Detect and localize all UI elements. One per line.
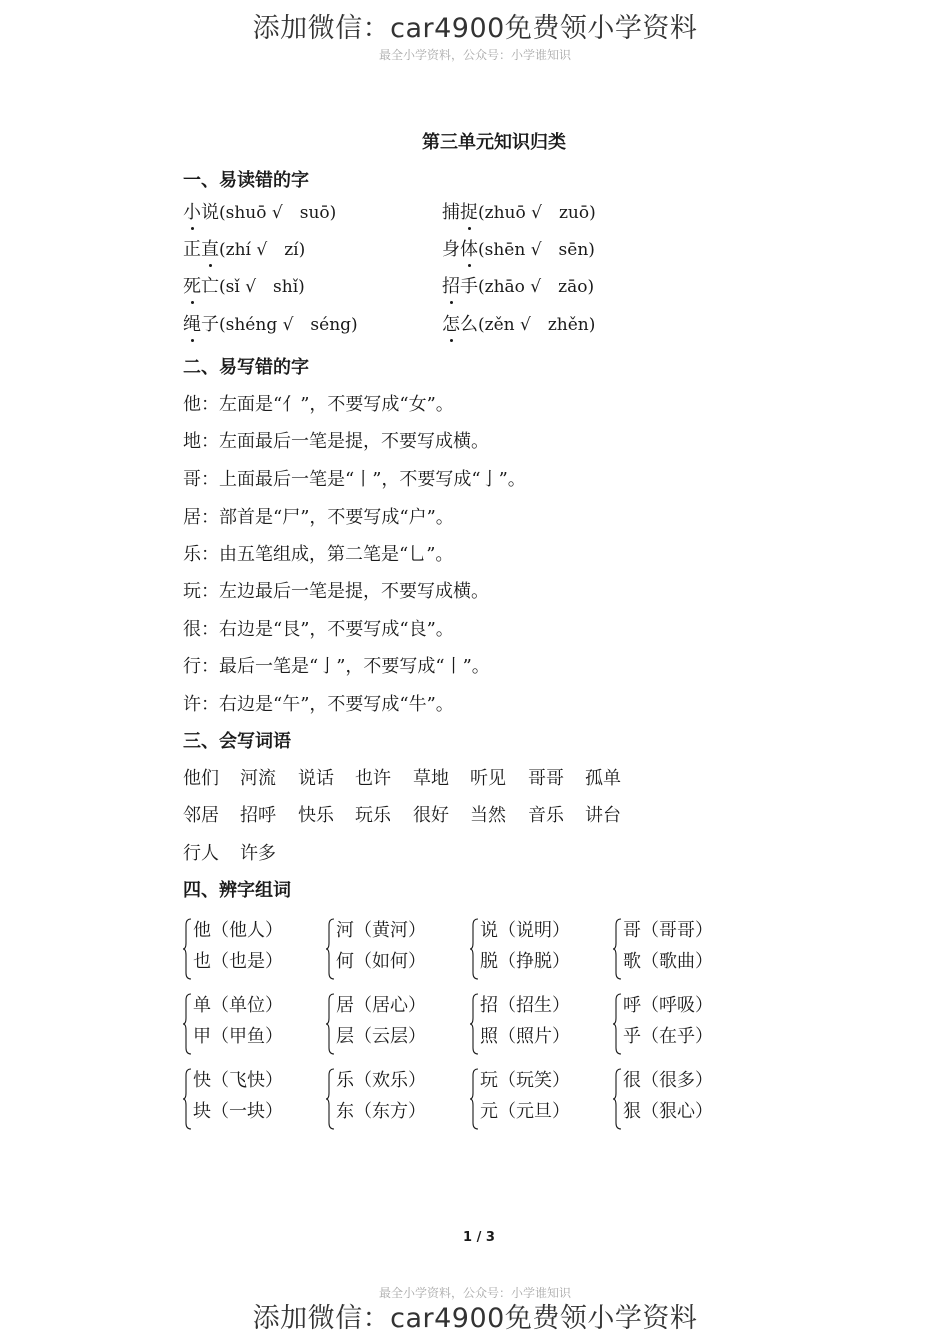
- top-faint-text: 最全小学资料，公众号：小学谁知识: [378, 48, 571, 62]
- writing-note: 乐：由五笔组成，第二笔是“乚”。: [183, 544, 454, 565]
- char-pair: [326, 1066, 466, 1132]
- section-heading-4: 四、辨字组词: [183, 880, 291, 901]
- vocab-word: 招呼: [240, 805, 276, 826]
- top-banner: 添加微信：car4900免费领小学资料: [252, 13, 698, 44]
- char-pair: [183, 1066, 323, 1132]
- vocab-word: 当然: [470, 805, 506, 826]
- brace-icon: [613, 918, 623, 980]
- pair-line-1: 单（单位）: [193, 995, 283, 1016]
- pair-line-2: 狠（狠心）: [623, 1101, 713, 1122]
- pair-line-1: 他（他人）: [193, 920, 283, 941]
- char-pair: [613, 1066, 753, 1132]
- brace-icon: [326, 918, 336, 980]
- writing-note: 居：部首是“尸”，不要写成“户”。: [183, 507, 454, 528]
- pair-line-1: 哥（哥哥）: [623, 920, 713, 941]
- char-pair: [183, 916, 323, 982]
- vocab-word: 行人: [183, 843, 219, 864]
- vocab-word: 哥哥: [528, 768, 564, 789]
- section-heading-3: 三、会写词语: [183, 731, 291, 752]
- pair-line-2: 也（也是）: [193, 951, 283, 972]
- char-pair: [613, 991, 753, 1057]
- writing-note: 地：左面最后一笔是提，不要写成横。: [183, 431, 489, 452]
- bottom-faint-text: 最全小学资料，公众号：小学谁知识: [378, 1286, 571, 1300]
- vocab-word: 说话: [298, 768, 334, 789]
- pinyin-item: 捕捉(zhuō √ zuō): [442, 198, 596, 224]
- brace-icon: [183, 918, 193, 980]
- pair-line-2: 甲（甲鱼）: [193, 1026, 283, 1047]
- vocab-word: 听见: [470, 768, 506, 789]
- char-pair: [326, 991, 466, 1057]
- page-title: 第三单元知识归类: [422, 132, 566, 153]
- page-number: 1 / 3: [463, 1230, 495, 1245]
- vocab-word: 快乐: [298, 805, 334, 826]
- vocab-word: 孤单: [585, 768, 621, 789]
- brace-icon: [183, 1068, 193, 1130]
- char-pair: [470, 991, 610, 1057]
- pair-line-1: 说（说明）: [480, 920, 570, 941]
- brace-icon: [613, 993, 623, 1055]
- pair-line-1: 河（黄河）: [336, 920, 426, 941]
- pair-line-1: 快（飞快）: [193, 1070, 283, 1091]
- brace-icon: [470, 918, 480, 980]
- char-pair: [183, 991, 323, 1057]
- vocab-word: 河流: [240, 768, 276, 789]
- writing-note: 玩：左边最后一笔是提，不要写成横。: [183, 581, 489, 602]
- brace-icon: [183, 993, 193, 1055]
- pair-line-1: 乐（欢乐）: [336, 1070, 426, 1091]
- char-pair: [470, 1066, 610, 1132]
- pinyin-item: 正直(zhí √ zí): [183, 235, 305, 261]
- writing-note: 很：右边是“艮”，不要写成“良”。: [183, 619, 454, 640]
- pair-line-2: 照（照片）: [480, 1026, 570, 1047]
- brace-icon: [470, 1068, 480, 1130]
- writing-note: 许：右边是“午”，不要写成“牛”。: [183, 694, 454, 715]
- pair-line-1: 玩（玩笑）: [480, 1070, 570, 1091]
- pair-line-1: 居（居心）: [336, 995, 426, 1016]
- vocab-word: 他们: [183, 768, 219, 789]
- vocab-word: 许多: [240, 843, 276, 864]
- pinyin-item: 招手(zhāo √ zāo): [442, 272, 594, 298]
- section-heading-2: 二、易写错的字: [183, 357, 309, 378]
- writing-note: 他：左面是“亻”，不要写成“女”。: [183, 394, 454, 415]
- writing-note: 哥：上面最后一笔是“丨”，不要写成“亅”。: [183, 469, 526, 490]
- brace-icon: [326, 1068, 336, 1130]
- vocab-word: 音乐: [528, 805, 564, 826]
- writing-note: 行：最后一笔是“亅”，不要写成“丨”。: [183, 656, 490, 677]
- vocab-word: 草地: [413, 768, 449, 789]
- pinyin-item: 怎么(zěn √ zhěn): [442, 310, 595, 336]
- char-pair: [613, 916, 753, 982]
- pair-line-2: 乎（在乎）: [623, 1026, 713, 1047]
- pair-line-1: 很（很多）: [623, 1070, 713, 1091]
- pair-line-2: 歌（歌曲）: [623, 951, 713, 972]
- pair-line-2: 何（如何）: [336, 951, 426, 972]
- vocab-word: 很好: [413, 805, 449, 826]
- pair-line-2: 东（东方）: [336, 1101, 426, 1122]
- pair-line-2: 元（元旦）: [480, 1101, 570, 1122]
- pinyin-item: 死亡(sǐ √ shǐ): [183, 272, 305, 298]
- brace-icon: [326, 993, 336, 1055]
- bottom-banner: 添加微信：car4900免费领小学资料: [252, 1303, 698, 1334]
- char-pair: [470, 916, 610, 982]
- vocab-word: 讲台: [585, 805, 621, 826]
- brace-icon: [470, 993, 480, 1055]
- vocab-word: 玩乐: [355, 805, 391, 826]
- pinyin-item: 小说(shuō √ suō): [183, 198, 336, 224]
- vocab-word: 邻居: [183, 805, 219, 826]
- section-heading-1: 一、易读错的字: [183, 170, 309, 191]
- pinyin-item: 绳子(shéng √ séng): [183, 310, 358, 336]
- pair-line-1: 呼（呼吸）: [623, 995, 713, 1016]
- pair-line-2: 层（云层）: [336, 1026, 426, 1047]
- char-pair: [326, 916, 466, 982]
- pair-line-2: 脱（挣脱）: [480, 951, 570, 972]
- pinyin-item: 身体(shēn √ sēn): [442, 235, 595, 261]
- brace-icon: [613, 1068, 623, 1130]
- pair-line-1: 招（招生）: [480, 995, 570, 1016]
- pair-line-2: 块（一块）: [193, 1101, 283, 1122]
- vocab-word: 也许: [355, 768, 391, 789]
